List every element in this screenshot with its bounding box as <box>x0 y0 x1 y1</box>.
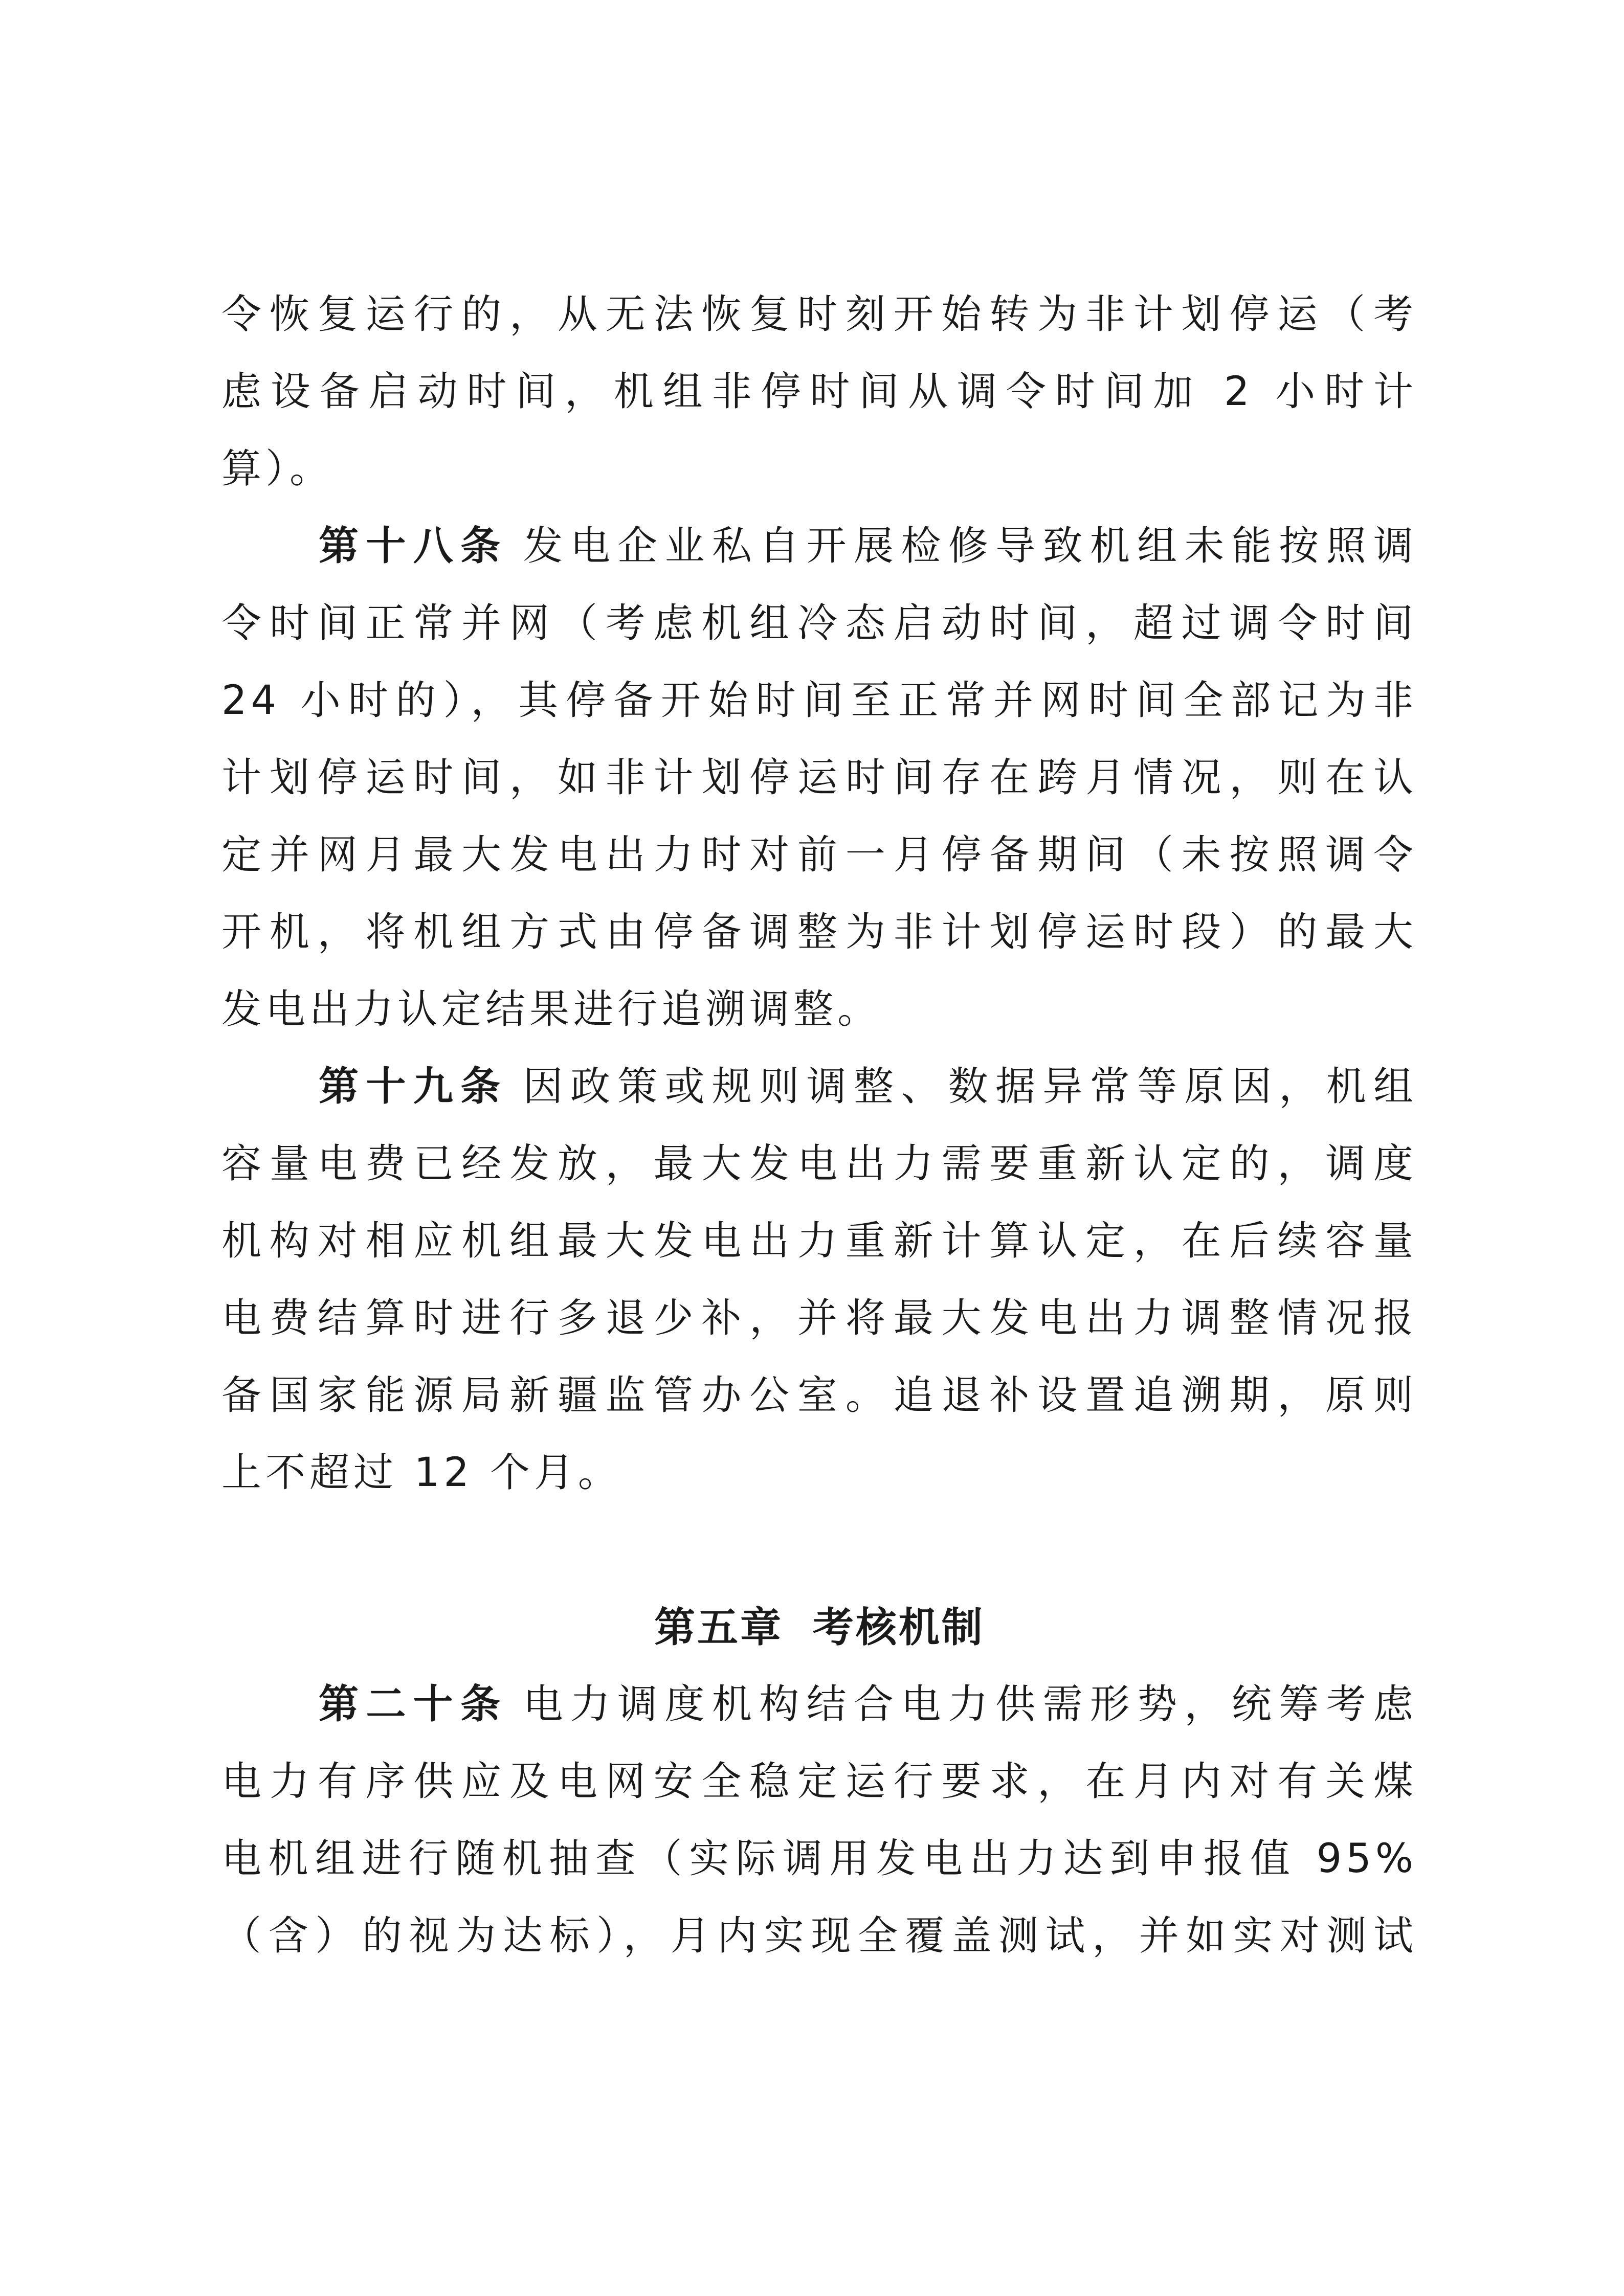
text-span: 发电企业私自开展检修导致机组未能按照调 <box>523 523 1417 569</box>
chapter-heading: 第五章 考核机制 <box>654 1604 985 1651</box>
text-line: 虑设备启动时间，机组非停时间从调令时间加 2 小时计 <box>221 369 1417 415</box>
article-first-line <box>221 508 1417 585</box>
text-line: （含）的视为达标），月内实现全覆盖测试，并如实对测试 <box>221 1913 1417 1959</box>
text-line: 24 小时的），其停备开始时间至正常并网时间全部记为非 <box>221 678 1417 724</box>
text-span: 电力调度机构结合电力供需形势，统筹考虑 <box>523 1681 1417 1727</box>
text-line: 机构对相应机组最大发电出力重新计算认定，在后续容量 <box>221 1218 1417 1264</box>
text-line: 电力有序供应及电网安全稳定运行要求，在月内对有关煤 <box>221 1759 1417 1805</box>
article-18-label: 第十八条 <box>319 523 508 569</box>
paragraph-continuation <box>221 276 1417 508</box>
text-line: 算）。 <box>221 446 334 492</box>
text-line: 电费结算时进行多退少补，并将最大发电出力调整情况报 <box>221 1295 1417 1341</box>
article-first-line <box>221 1666 1417 1743</box>
document-body <box>221 276 1417 1975</box>
text-line: 开机，将机组方式由停备调整为非计划停运时段）的最大 <box>221 909 1417 955</box>
article-first-line <box>221 1048 1417 1126</box>
text-line: 备国家能源局新疆监管办公室。追退补设置追溯期，原则 <box>221 1372 1417 1419</box>
text-line: 定并网月最大发电出力时对前一月停备期间（未按照调令 <box>221 832 1417 878</box>
article-20-label: 第二十条 <box>319 1681 508 1727</box>
text-line: 令时间正常并网（考虑机组冷态启动时间，超过调令时间 <box>221 600 1417 646</box>
article-19-label: 第十九条 <box>319 1064 508 1110</box>
article-20 <box>221 1666 1417 1975</box>
article-18 <box>221 508 1417 1048</box>
text-line: 发电出力认定结果进行追溯调整。 <box>221 986 882 1032</box>
article-19 <box>221 1048 1417 1512</box>
text-line: 容量电费已经发放，最大发电出力需要重新认定的，调度 <box>221 1141 1417 1187</box>
text-line: 令恢复运行的，从无法恢复时刻开始转为非计划停运（考 <box>221 291 1417 337</box>
text-line: 电机组进行随机抽查（实际调用发电出力达到申报值 95% <box>221 1836 1417 1882</box>
text-span: 因政策或规则调整、数据异常等原因，机组 <box>523 1064 1417 1110</box>
text-line: 上不超过 12 个月。 <box>221 1450 622 1496</box>
text-line: 计划停运时间，如非计划停运时间存在跨月情况，则在认 <box>221 755 1417 801</box>
